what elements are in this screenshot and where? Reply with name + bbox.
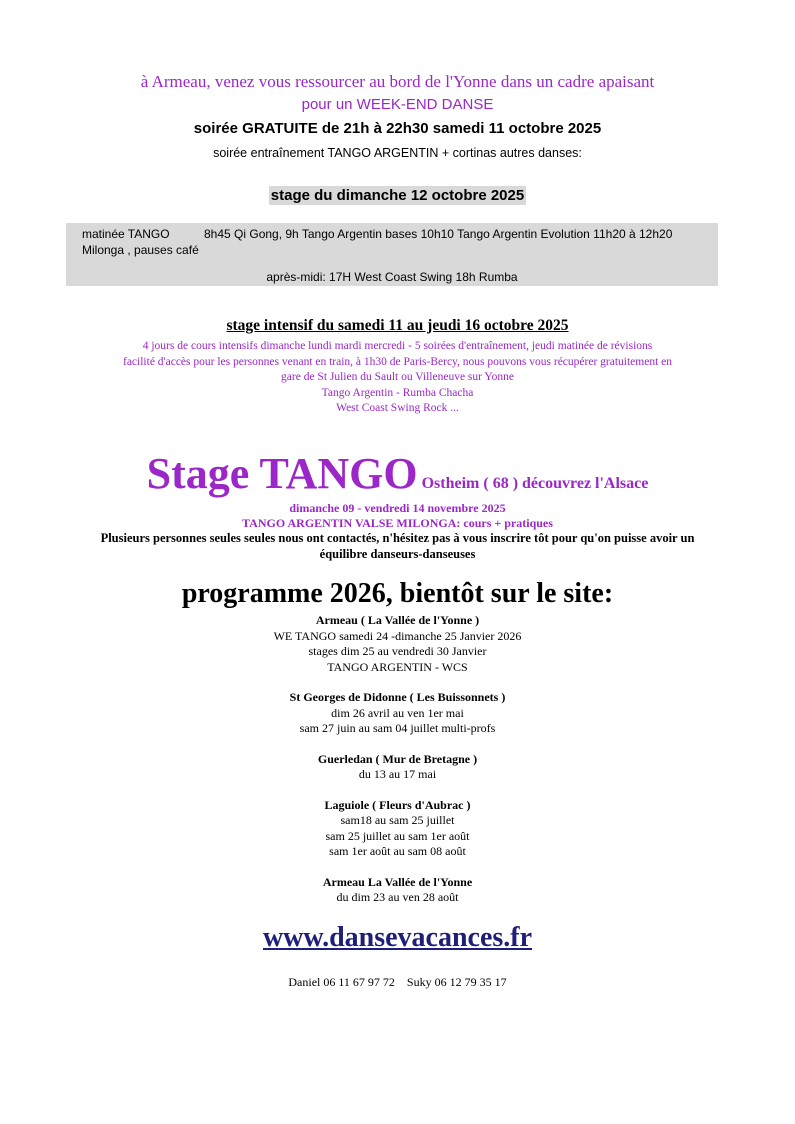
programme-group-line: sam18 au sam 25 juillet: [340, 813, 455, 827]
stage-intensif-line: gare de St Julien du Sault ou Villeneuve sur Yonne: [281, 371, 514, 383]
stage-dimanche-label: matinée TANGO: [82, 227, 170, 241]
programme-group-line: TANGO ARGENTIN - WCS: [327, 659, 468, 674]
stage-tango-location: Ostheim ( 68 ) découvrez l'Alsace: [421, 475, 649, 492]
contact-daniel: Daniel 06 11 67 97 72: [288, 975, 395, 989]
intro-block: [0, 70, 795, 116]
stage-dimanche-title: [0, 187, 795, 204]
stage-intensif-line: West Coast Swing Rock ...: [336, 402, 459, 414]
stage-intensif-line: 4 jours de cours intensifs dimanche lundi mardi mercredi - 5 soirées d'entraînement, jeudi matinée de révisions: [142, 340, 653, 352]
stage-tango-note-line-2: équilibre danseurs-danseuses: [319, 546, 476, 561]
programme-group: [0, 875, 795, 906]
programme-group-line: WE TANGO samedi 24 -dimanche 25 Janvier 2026: [273, 628, 522, 643]
programme-group-line: sam 27 juin au sam 04 juillet multi-profs: [299, 721, 496, 735]
website-link[interactable]: www.dansevacances.fr: [262, 922, 533, 953]
stage-intensif-body: [0, 339, 795, 417]
stage-dimanche-box: [66, 223, 718, 286]
contact-suky: Suky 06 12 79 35 17: [406, 975, 507, 989]
programme-group-header: Guerledan ( Mur de Bretagne ): [317, 751, 478, 766]
programme-group-line: sam 25 juillet au sam 1er août: [325, 828, 470, 843]
stage-intensif-title-text: stage intensif du samedi 11 au jeudi 16 octobre 2025: [226, 317, 569, 334]
programme-list: [0, 613, 795, 921]
programme-group-line: sam 1er août au sam 08 août: [329, 844, 466, 858]
stage-intensif-line: facilité d'accès pour les personnes venant en train, à 1h30 de Paris-Bercy, nous pouvons vous récupérer gratuitement en: [123, 355, 672, 368]
stage-tango-note: [0, 531, 795, 562]
programme-group: [0, 613, 795, 675]
stage-tango-program: TANGO ARGENTIN VALSE MILONGA: cours + pratiques: [242, 516, 553, 530]
intro-line-2: pour un WEEK-END DANSE: [301, 96, 494, 113]
programme-group-line: stages dim 25 au vendredi 30 Janvier: [308, 644, 487, 658]
programme-group-header: Armeau La Vallée de l'Yonne: [322, 874, 473, 889]
stage-tango-note-line-1: Plusieurs personnes seules seules nous ont contactés, n'hésitez pas à vous inscrire tôt pour qu'on puisse avoir un: [100, 531, 695, 545]
programme-group: [0, 752, 795, 783]
stage-intensif-line: Tango Argentin - Rumba Chacha: [321, 386, 474, 399]
stage-tango-details: [0, 501, 795, 531]
soiree-subtitle: soirée entraînement TANGO ARGENTIN + cortinas autres danses:: [213, 146, 582, 160]
stage-dimanche-afternoon: après-midi: 17H West Coast Swing 18h Rumba: [266, 270, 518, 284]
programme-group: [0, 798, 795, 860]
stage-dimanche-morning: [82, 226, 712, 258]
soiree-title: soirée GRATUITE de 21h à 22h30 samedi 11 octobre 2025: [193, 120, 602, 137]
programme-group-line: du 13 au 17 mai: [358, 767, 437, 781]
programme-group: [0, 690, 795, 737]
programme-group-header: St Georges de Didonne ( Les Buissonnets ): [289, 690, 506, 704]
programme-group-header: Armeau ( La Vallée de l'Yonne ): [315, 613, 480, 627]
stage-intensif-title: [0, 317, 795, 335]
intro-line-1: à Armeau, venez vous ressourcer au bord de l'Yonne dans un cadre apaisant: [140, 72, 655, 91]
contacts: [0, 975, 795, 990]
stage-dimanche-title-text: stage du dimanche 12 octobre 2025: [270, 187, 525, 204]
programme-group-line: dim 26 avril au ven 1er mai: [331, 705, 464, 720]
stage-tango-heading: [0, 448, 795, 499]
website-link-wrapper: [0, 922, 795, 954]
stage-dimanche-morning-text: 8h45 Qi Gong, 9h Tango Argentin bases 10h10 Tango Argentin Evolution 11h20 à 12h20 Milonga , pauses café: [82, 227, 673, 257]
stage-tango-dates: dimanche 09 - vendredi 14 novembre 2025: [289, 501, 506, 515]
stage-tango-title: Stage TANGO: [146, 449, 418, 498]
programme-title: programme 2026, bientôt sur le site:: [181, 578, 614, 609]
programme-group-line: du dim 23 au ven 28 août: [336, 890, 459, 904]
programme-group-header: Laguiole ( Fleurs d'Aubrac ): [324, 797, 471, 812]
